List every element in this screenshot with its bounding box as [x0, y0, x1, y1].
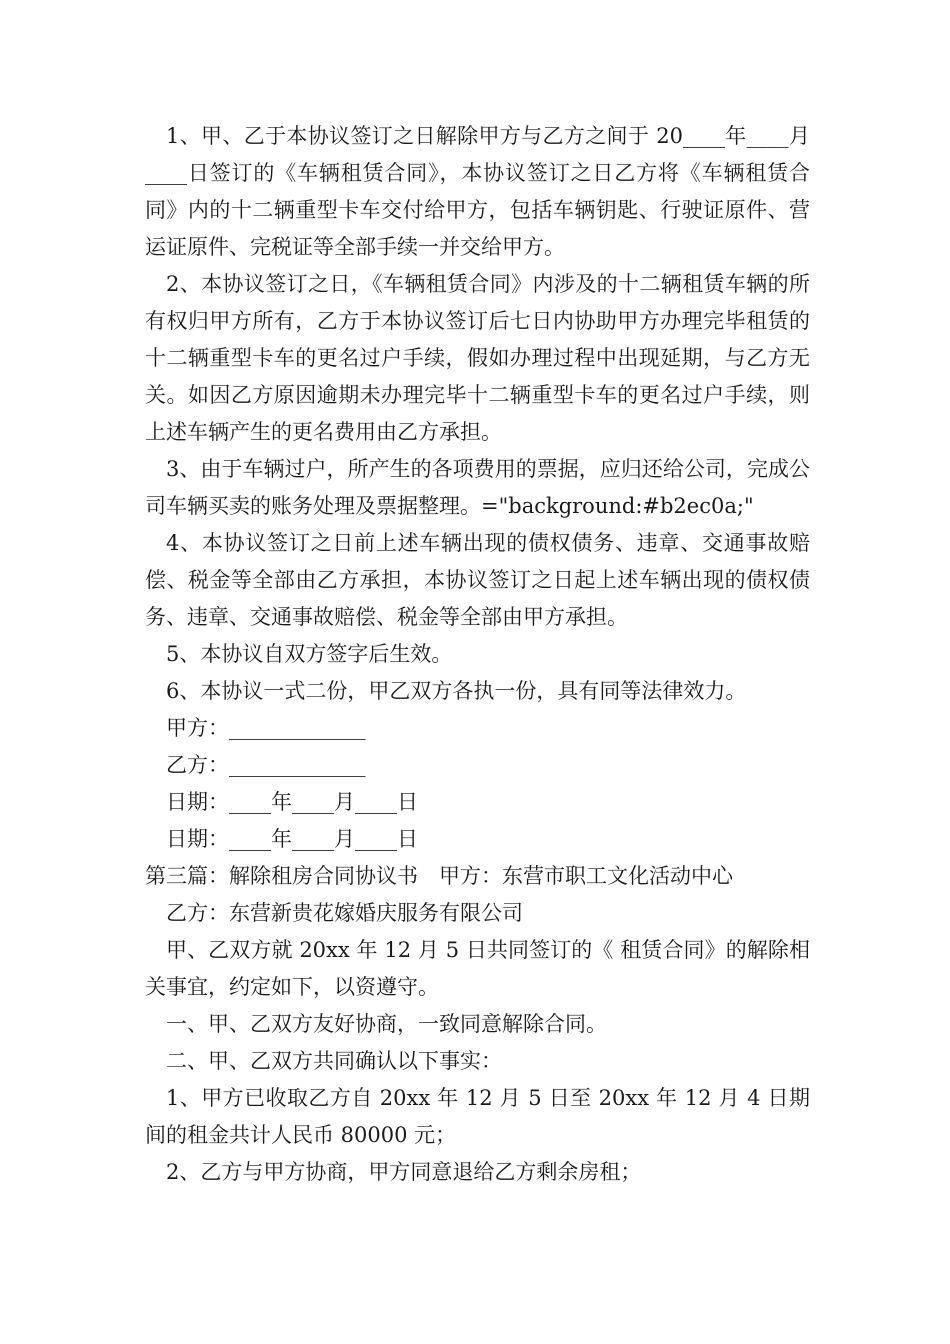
- fact-2: 2、乙方与甲方协商，甲方同意退给乙方剩余房租；: [166, 1160, 642, 1184]
- party-b-name: 乙方：东营新贵花嫁婚庆服务有限公司: [166, 901, 523, 925]
- party-a-signature-line: 甲方：_____________: [166, 716, 366, 740]
- preamble: 甲、乙双方就 20xx 年 12 月 5 日共同签订的《 租赁合同》的解除相关事宜，约定如下，以资遵守。: [145, 938, 810, 999]
- clause-4: 4、本协议签订之日前上述车辆出现的债权债务、违章、交通事故赔偿、税金等全部由乙方承担，本协议签订之日起上述车辆出现的债权债务、违章、交通事故赔偿、税金等全部由甲方承担。: [145, 531, 810, 629]
- date-line-1: 日期：____年____月____日: [166, 790, 418, 814]
- clause-3: 3、由于车辆过户，所产生的各项费用的票据，应归还给公司，完成公司车辆买卖的账务处理及票据整理。="background:#b2ec0a;": [145, 457, 810, 518]
- fact-1: 1、甲方已收取乙方自 20xx 年 12 月 5 日至 20xx 年 12 月 4 日期间的租金共计人民币 80000 元；: [145, 1086, 810, 1147]
- article-2: 二、甲、乙双方共同确认以下事实：: [166, 1049, 502, 1073]
- clause-2: 2、本协议签订之日，《车辆租赁合同》内涉及的十二辆租赁车辆的所有权归甲方所有，乙方于本协议签订后七日内协助甲方办理完毕租赁的十二辆重型卡车的更名过户手续，假如办理过程中出现延期，与乙方无关。如因乙方原因逾期未办理完毕十二辆重型卡车的更名过户手续，则上述车辆产生的更名费用由乙方承担。: [145, 272, 810, 444]
- date-line-2: 日期：____年____月____日: [166, 827, 418, 851]
- article-1: 一、甲、乙双方友好协商，一致同意解除合同。: [166, 1012, 607, 1036]
- clause-5: 5、本协议自双方签字后生效。: [166, 642, 453, 666]
- clause-6: 6、本协议一式二份，甲乙双方各执一份，具有同等法律效力。: [166, 679, 747, 703]
- section-heading: 第三篇：解除租房合同协议书 甲方：东营市职工文化活动中心: [145, 864, 733, 888]
- party-b-signature-line: 乙方：_____________: [166, 753, 366, 777]
- document-page: [145, 118, 810, 1191]
- clause-1: 1、甲、乙于本协议签订之日解除甲方与乙方之间于 20____年____月____日签订的《车辆租赁合同》，本协议签订之日乙方将《车辆租赁合同》内的十二辆重型卡车交付给甲方，包括车辆钥匙、行驶证原件、营运证原件、完税证等全部手续一并交给甲方。: [145, 124, 810, 259]
